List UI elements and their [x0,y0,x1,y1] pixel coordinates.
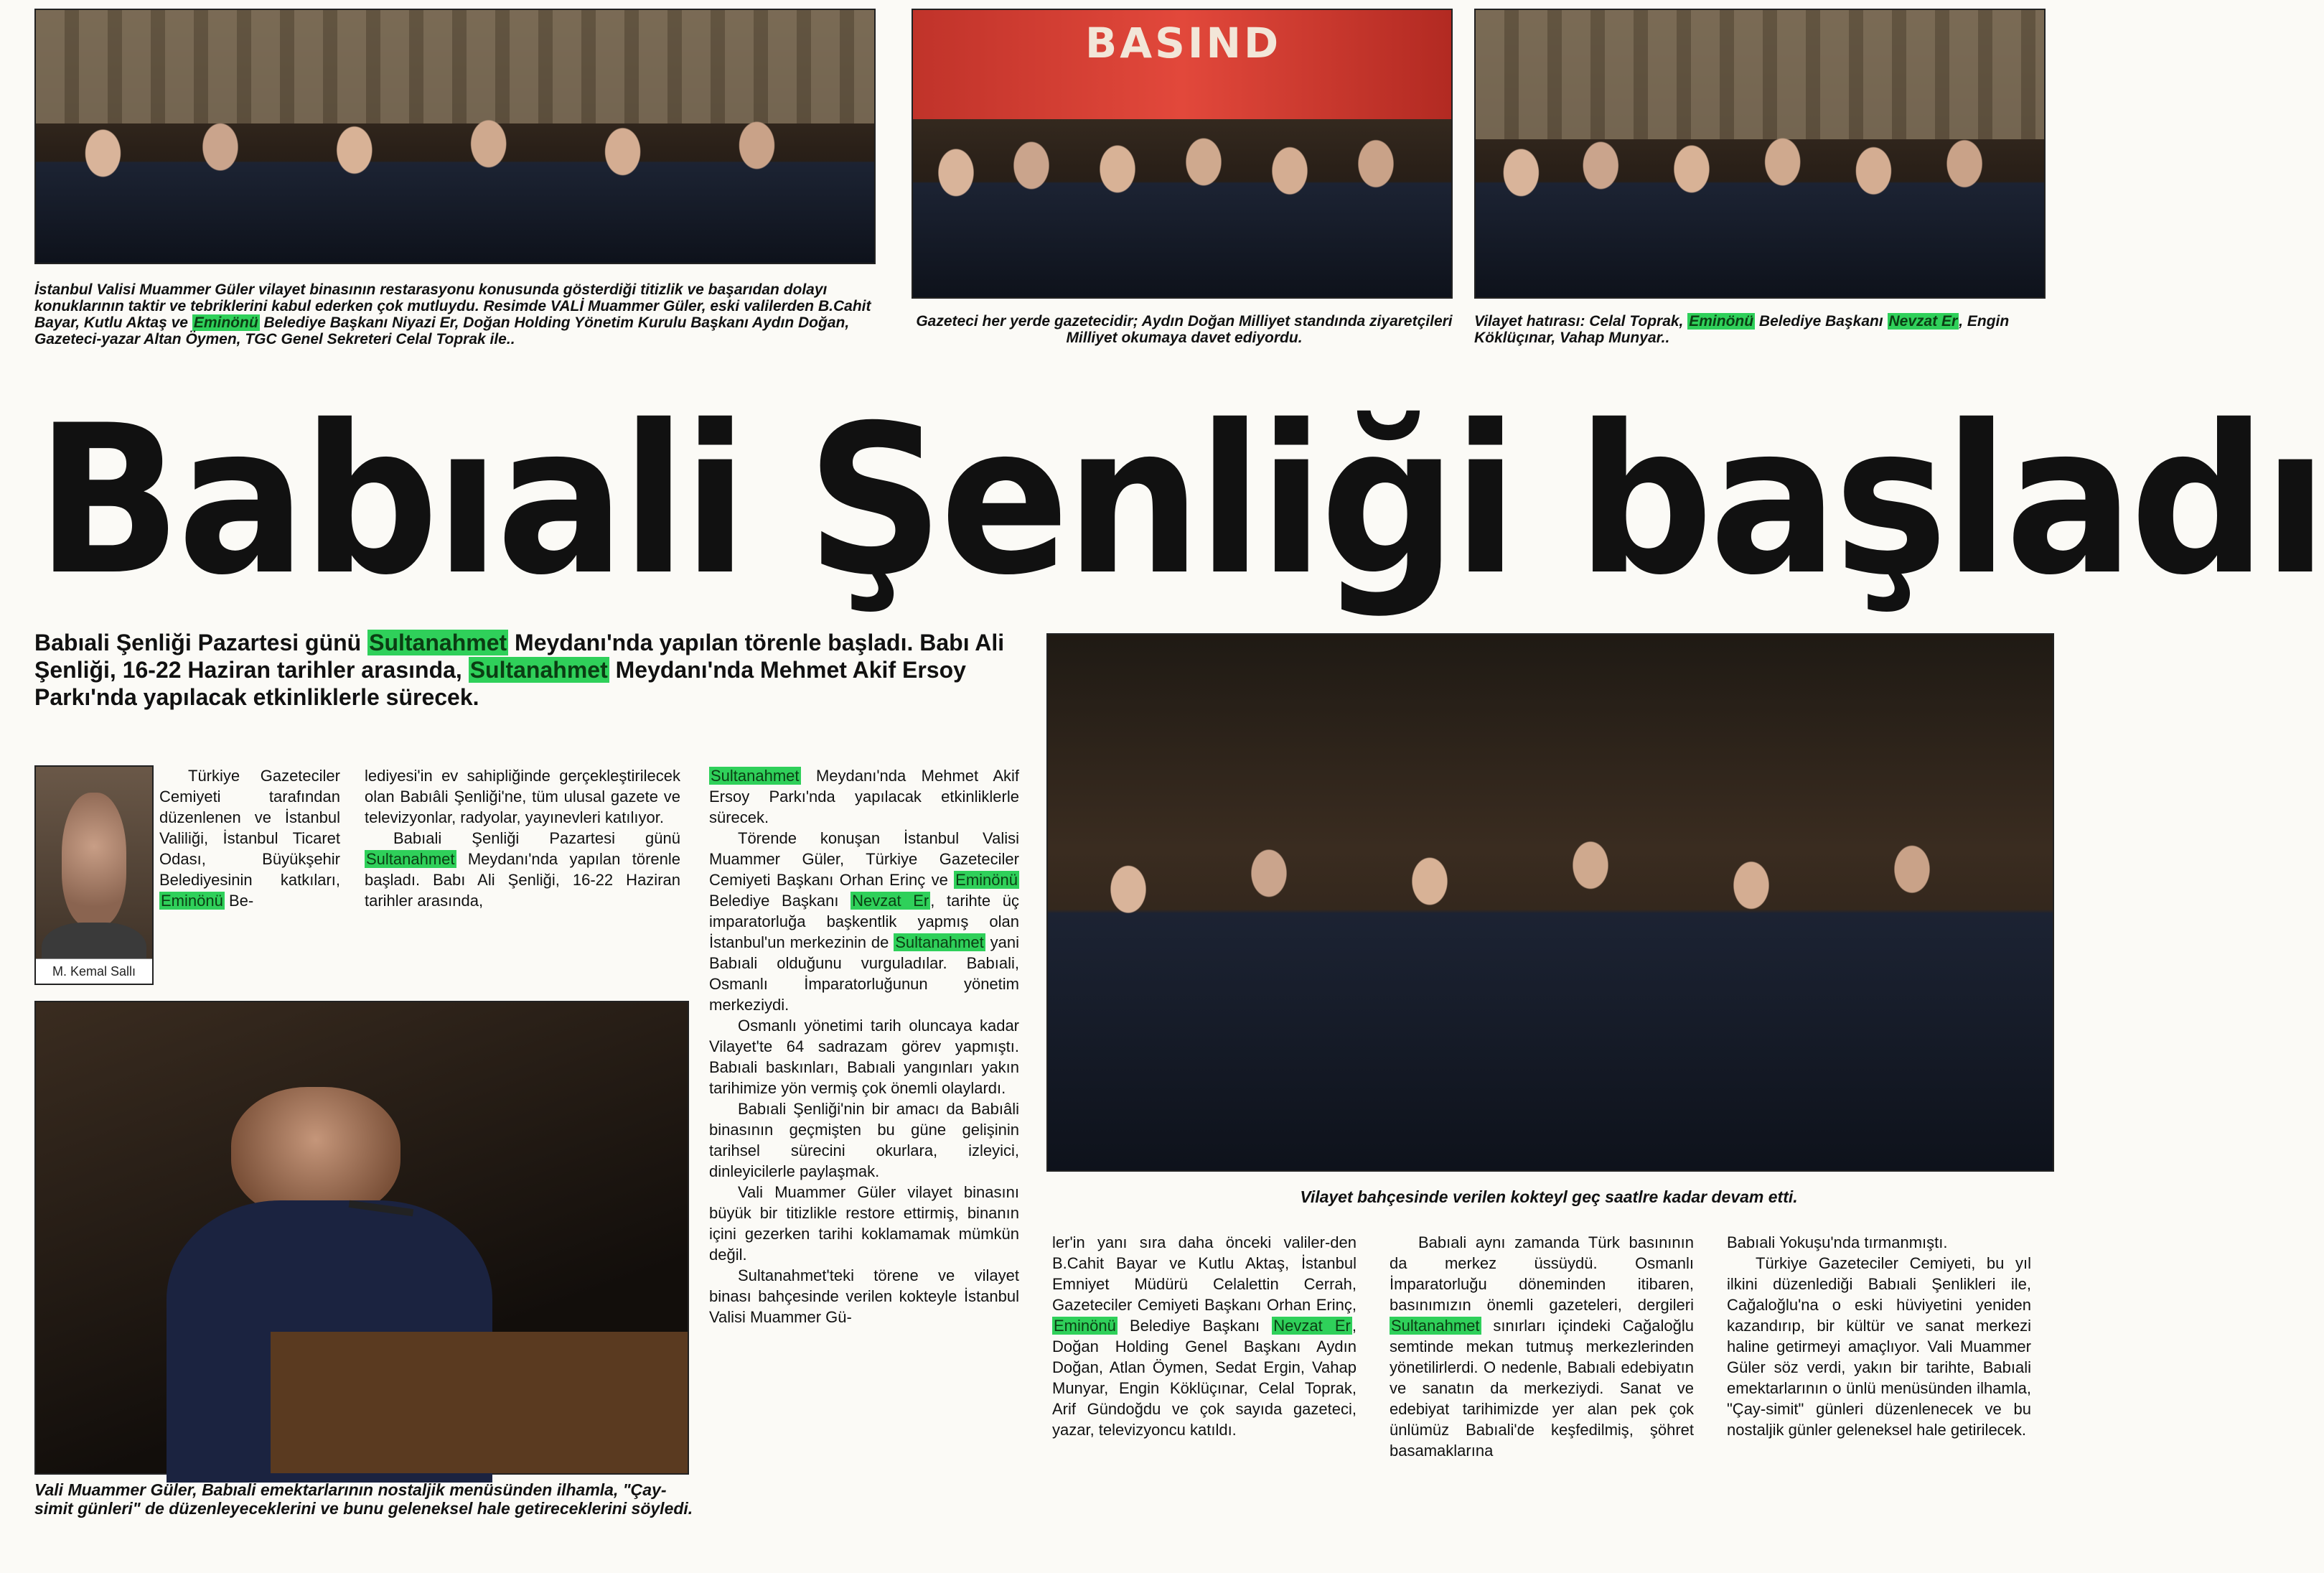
author-name: M. Kemal Sallı [36,958,152,984]
paragraph: Osmanlı yönetimi tarih oluncaya kadar Vilayet'te 64 sadrazam görev yapmıştı. Babıali baskınları, Babıali yangınları yakın tarihimize yön vermiş çok önemli olaylardı. [709,1017,1019,1097]
paragraph: ler'in yanı sıra daha önceki valiler-den B.Cahit Bayar ve Kutlu Aktaş, İstanbul Emniyet Müdürü Celalettin Cerrah, Gazeteciler Cemiyeti Başkanı Orhan Erinç, Eminönü Belediye Başkanı Nevzat Er, Doğan Holding Genel Başkanı Aydın Doğan, Atlan Öymen, Sedat Ergin, Vahap Munyar, Engin Köklüçınar, Celal Toprak, Arif Gündoğdu ve çok sayıda gazeteci, yazar, televizyoncu katıldı. [1052,1233,1357,1439]
crowd-of-guests [1048,769,2053,1171]
caption-milliyet-stand: Gazeteci her yerde gazetecidir; Aydın Doğan Milliyet standında ziyaretçileri Milliyet okumaya davet ediyordu. [916,313,1453,346]
press-banner: BASIND [913,10,1451,119]
paragraph: Türkiye Gazeteciler Cemiyeti tarafından düzenlenen ve İstanbul Valiliği, İstanbul Ticaret Odası, Büyükşehir Belediyesinin katkıları, Eminönü Be- [159,767,340,910]
paragraph: Vali Muammer Güler vilayet binasını büyük bir titizlikle restore ettirmiş, binanın içini gezerken tarihi koklamamak mümkün değil. [709,1183,1019,1264]
body-column-1 [159,765,340,911]
caption-cocktail-crowd: Vilayet bahçesinde verilen kokteyl geç saatlre kadar devam etti. [1300,1187,1798,1206]
body-column-6 [1727,1232,2031,1440]
face [62,793,127,927]
paragraph: lediyesi'in ev sahipliğinde gerçekleştirilecek olan Babıâli Şenliği'ne, tüm ulusal gazete ve televizyonlar, radyolar, yayınevleri katılıyor. [365,767,680,826]
lead-paragraph: Babıali Şenliği Pazartesi günü Sultanahmet Meydanı'nda yapılan törenle başladı. Babı Ali Şenliği, 16-22 Haziran tarihler arasında, Sultanahmet Meydanı'nda Mehmet Akif Ersoy Parkı'nda yapılacak etkinliklerle sürecek. [34,630,1005,710]
caption-officials-group: İstanbul Valisi Muammer Güler vilayet binasının restarasyonu konusunda gösterdiği titizlik ve başarıdan dolayı konuklarının taktir ve tebriklerini kabul ederken çok mutluydu. Resimde VALİ Muammer Güler, eski valilerden B.Cahit Bayar, Kutlu Aktaş ve Eminönü Belediye Başkanı Niyazi Er, Doğan Holding Yönetim Kurulu Başkanı Aydın Doğan, Gazeteci-yazar Altan Öymen, TGC Genel Sekreteri Celal Toprak ile.. [34,281,871,347]
group-of-people [913,119,1451,297]
paragraph: Sultanahmet Meydanı'nda Mehmet Akif Ersoy Parkı'nda yapılacak etkinliklerle sürecek. [709,767,1019,826]
caption-governor-speaking: Vali Muammer Güler, Babıali emektarlarının nostaljik menüsünden ilhamla, "Çay-simit günleri" de düzenleyeceklerini ve bunu geleneksel hale getireceklerini söyledi. [34,1480,693,1518]
caption-vilayet-memory: Vilayet hatırası: Celal Toprak, Eminönü Belediye Başkanı Nevzat Er, Engin Köklüçınar, Vahap Munyar.. [1474,313,2010,346]
paragraph: Babıali Yokuşu'nda tırmanmıştı. [1727,1233,1948,1251]
paragraph: Sultanahmet'teki törene ve vilayet binası bahçesinde verilen kokteyle İstanbul Valisi Muammer Gü- [709,1266,1019,1326]
body-column-4 [1052,1232,1357,1440]
photo-milliyet-stand [912,9,1453,299]
page-headline: Babıali Şenliği başladı [36,382,2324,620]
photo-vilayet-memory [1474,9,2046,299]
photo-officials-group [34,9,876,264]
group-of-people [1476,119,2044,297]
paragraph: Babıali aynı zamanda Türk basınının da merkez üssüydü. Osmanlı İmparatorluğu döneminden itibaren, basınımızın önemli gazeteleri, dergileri Sultanahmet sınırları içindeki Cağaloğlu semtinde mekan tutmuş merkezlerinden yönetilirlerdi. O nedenle, Babıali edebiyatın ve sanatın da merkeziydi. Sanat ve edebiyat tarihimizde yer alan pek çok ünlümüz Babıali'de keşfedilmiş, şöhret basamaklarına [1390,1233,1694,1460]
paragraph: Babıali Şenliği Pazartesi günü Sultanahmet Meydanı'nda yapılan törenle başladı. Babı Ali Şenliği, 16-22 Haziran tarihler arasında, [365,829,680,910]
paragraph: Törende konuşan İstanbul Valisi Muammer Güler, Türkiye Gazeteciler Cemiyeti Başkanı Orhan Erinç ve Eminönü Belediye Başkanı Nevzat Er, tarihte üç imparatorluğa başkentlik yapmış olan İstanbul'un merkezinin de Sultanahmet yani Babıali olduğunu vurguladılar. Babıali, Osmanlı İmparatorluğunun yönetim merkeziydi. [709,829,1019,1014]
speaker-face [231,1087,400,1219]
photo-governor-speaking [34,1001,689,1475]
paragraph: Babıali Şenliği'nin bir amacı da Babıâli binasının geçmişten bu güne gelişinin tarihsel sürecini okurlara, izleyici, dinleyicilerle paylaşmak. [709,1100,1019,1180]
author-portrait [34,765,154,985]
body-column-5 [1390,1232,1694,1461]
group-of-people [36,106,874,263]
photo-cocktail-crowd [1046,633,2054,1172]
body-column-2 [365,765,680,911]
lectern [271,1332,688,1473]
paragraph: Türkiye Gazeteciler Cemiyeti, bu yıl ilkini düzenlediği Babıali Şenlikleri ile, Cağaloğlu'na o eski hüviyetini yeniden kazandırıp, bir kültür ve sanat merkezi haline getirmeyi amaçlıyor. Vali Muammer Güler söz verdi, yakın bir tarihte, Babıali emektarlarının o ünlü menüsünden ilhamla, "Çay-simit" günleri düzenlenecek ve bu nostaljik günler geleneksel hale getirilecek. [1727,1254,2031,1439]
body-column-3 [709,765,1019,1327]
